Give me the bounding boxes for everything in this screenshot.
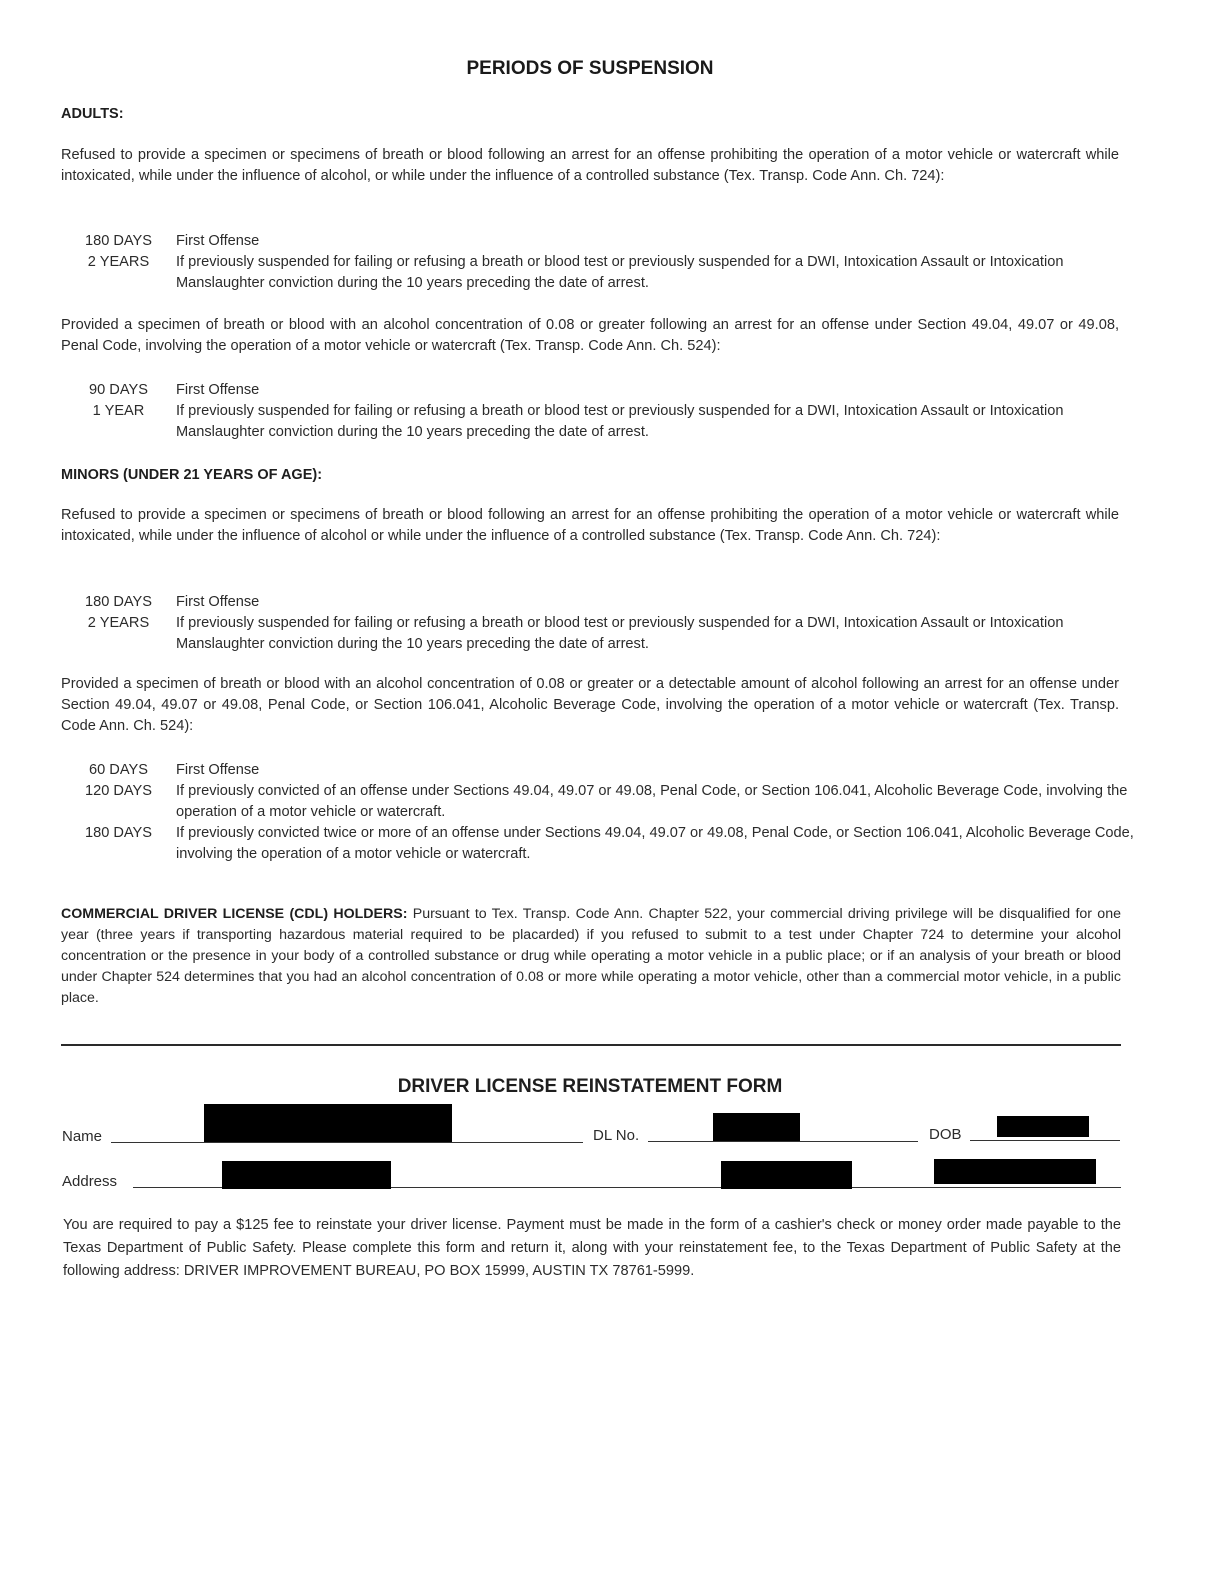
penalty-row [61,823,1139,865]
minors-provided-penalties [61,760,1139,865]
redaction-bar [222,1161,391,1189]
adults-provided-penalties [61,380,1139,443]
penalty-duration: 180 DAYS [84,594,153,610]
penalty-duration: 180 DAYS [84,825,153,841]
penalty-description: First Offense [176,762,260,778]
dob-label: DOB [929,1126,962,1143]
penalty-description: If previously suspended for failing or refusing a breath or blood test or previously suspended for a DWI, Intoxication Assault or Intoxication Manslaughter conviction during the 10 years preceding the date of arrest. [176,403,1064,440]
minors-refused-paragraph: Refused to provide a specimen or specimens of breath or blood following an arrest for an offense prohibiting the operation of a motor vehicle or watercraft while intoxicated, while under the influence of alcohol or while under the influence of a controlled substance (Tex. Transp. Code Ann. Ch. 724): [61,507,1119,544]
adults-refused-penalties [61,231,1139,294]
address-label: Address [62,1173,118,1190]
redaction-bar [721,1161,852,1189]
dob-field[interactable] [970,1140,1120,1141]
name-field[interactable] [111,1142,583,1143]
penalty-description: If previously convicted twice or more of an offense under Sections 49.04, 49.07 or 49.08, Penal Code, or Section 106.041, Alcoholic Beverage Code, involving the operation of a motor vehicle or watercraft. [176,825,1134,862]
adults-provided-paragraph: Provided a specimen of breath or blood with an alcohol concentration of 0.08 or greater following an arrest for an offense under Section 49.04, 49.07 or 49.08, Penal Code, involving the operation of a motor vehicle or watercraft (Tex. Transp. Code Ann. Ch. 524): [61,317,1119,354]
name-label: Name [62,1128,103,1145]
adults-heading: ADULTS: [61,106,124,122]
penalty-row [61,592,1139,613]
dl-number-field[interactable] [648,1141,918,1142]
redaction-bar [934,1159,1096,1184]
redaction-bar [997,1116,1089,1137]
penalty-duration: 2 YEARS [87,615,150,631]
adults-refused-paragraph: Refused to provide a specimen or specimens of breath or blood following an arrest for an offense prohibiting the operation of a motor vehicle or watercraft while intoxicated, while under the influence of alcohol, or while under the influence of a controlled substance (Tex. Transp. Code Ann. Ch. 724): [61,147,1119,184]
minors-refused-penalties [61,592,1139,655]
penalty-duration: 90 DAYS [89,382,148,398]
penalty-row [61,760,1139,781]
form-title: DRIVER LICENSE REINSTATEMENT FORM [397,1076,783,1097]
penalty-duration: 2 YEARS [87,254,150,270]
penalty-description: First Offense [176,594,260,610]
penalty-description: First Offense [176,382,260,398]
minors-provided-paragraph: Provided a specimen of breath or blood with an alcohol concentration of 0.08 or greater or a detectable amount of alcohol following an arrest for an offense under Section 49.04, 49.07 or 49.08, Penal Code, or Section 106.041, Alcoholic Beverage Code, involving the operation of a motor vehicle or watercraft (Tex. Transp. Code Ann. Ch. 524): [61,676,1119,734]
penalty-duration: 180 DAYS [84,233,153,249]
fee-instructions: You are required to pay a $125 fee to reinstate your driver license. Payment must be made in the form of a cashier's check or money order made payable to the Texas Department of Public Safety. Please complete this form and return it, along with your reinstatement fee, to the Texas Department of Public Safety at the following address: DRIVER IMPROVEMENT BUREAU, PO BOX 15999, AUSTIN TX 78761-5999. [63,1217,1121,1279]
penalty-row [61,252,1139,294]
penalty-description: First Offense [176,233,260,249]
penalty-duration: 60 DAYS [89,762,148,778]
page-title: PERIODS OF SUSPENSION [466,58,714,79]
redaction-bar [713,1113,800,1141]
penalty-duration: 120 DAYS [84,783,153,799]
cdl-heading: COMMERCIAL DRIVER LICENSE (CDL) HOLDERS: [61,906,408,922]
penalty-row [61,781,1139,823]
penalty-row [61,613,1139,655]
penalty-description: If previously suspended for failing or refusing a breath or blood test or previously suspended for a DWI, Intoxication Assault or Intoxication Manslaughter conviction during the 10 years preceding the date of arrest. [176,615,1064,652]
penalty-row [61,401,1139,443]
cdl-paragraph [61,904,1121,1009]
cdl-text: Pursuant to Tex. Transp. Code Ann. Chapter 522, your commercial driving privilege will be disqualified for one year (three years if transporting hazardous material required to be placarded) if you refused to submit to a test under Chapter 724 to determine your alcohol concentration or the presence in your body of a controlled substance or drug while operating a motor vehicle in a public place; or if an analysis of your breath or blood under Chapter 524 determines that you had an alcohol concentration of 0.08 or more while operating a motor vehicle, other than a commercial motor vehicle, in a public place. [61,906,1121,1006]
dl-number-label: DL No. [593,1127,640,1144]
penalty-duration: 1 YEAR [92,403,145,419]
redaction-bar [204,1104,452,1142]
section-divider [61,1044,1121,1046]
minors-heading: MINORS (UNDER 21 YEARS OF AGE): [61,467,323,483]
penalty-row [61,231,1139,252]
penalty-row [61,380,1139,401]
penalty-description: If previously convicted of an offense under Sections 49.04, 49.07 or 49.08, Penal Code, or Section 106.041, Alcoholic Beverage Code, involving the operation of a motor vehicle or watercraft. [176,783,1128,820]
penalty-description: If previously suspended for failing or refusing a breath or blood test or previously suspended for a DWI, Intoxication Assault or Intoxication Manslaughter conviction during the 10 years preceding the date of arrest. [176,254,1064,291]
